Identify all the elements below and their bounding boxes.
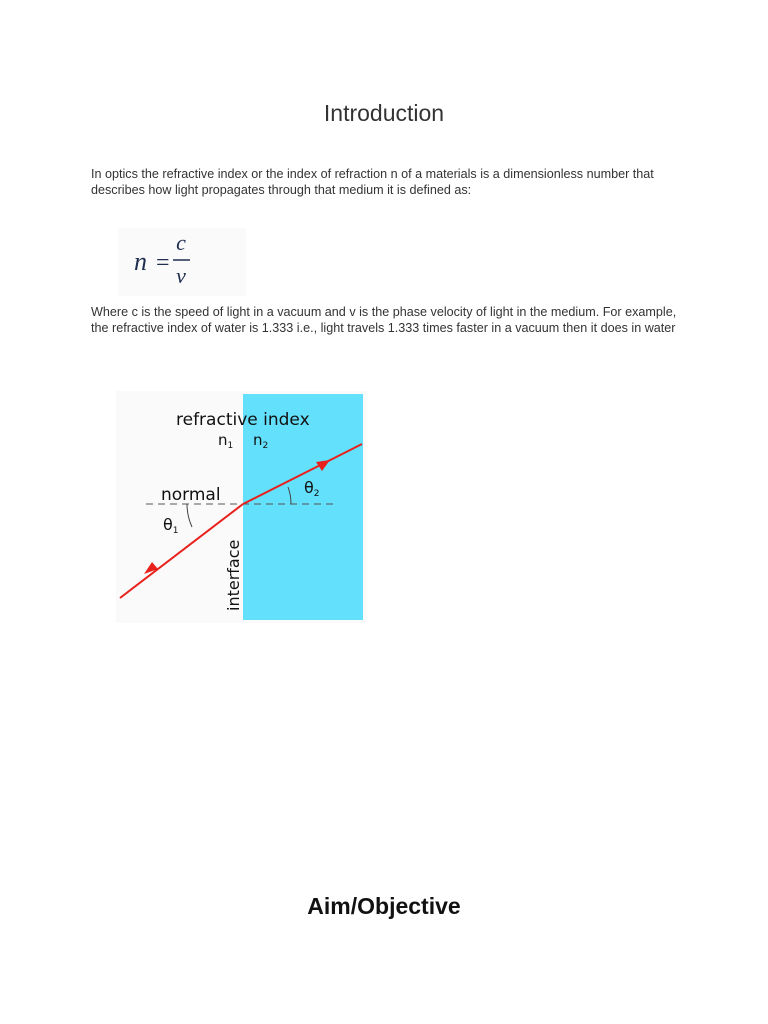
n2-label: $n_2$	[253, 431, 269, 451]
theta1-label: θ1	[163, 515, 179, 536]
formula-lhs: n	[134, 247, 147, 276]
refractive-index-formula	[118, 228, 246, 296]
theta2-label: θ2	[304, 478, 320, 499]
definition-paragraph: Where c is the speed of light in a vacuum and v is the phase velocity of light in the medium. For example, the refractive index of water is 1.333 i.e., light travels 1.333 times faster in a vacuum then it does in water	[91, 305, 677, 335]
formula-graphic	[118, 228, 246, 296]
refraction-diagram	[116, 391, 366, 623]
page-title: Introduction	[323, 100, 445, 126]
intro-paragraph: In optics the refractive index or the index of refraction n of a materials is a dimensionless number that describes how light propagates through that medium it is defined as:	[91, 167, 654, 197]
formula-equals: =	[156, 250, 170, 276]
refraction-diagram-graphic	[116, 391, 366, 623]
n1-label: $n_1$	[218, 431, 234, 451]
interface-label: interface	[224, 539, 243, 611]
section-heading: Aim/Objective	[307, 893, 461, 919]
formula-numerator: c	[176, 230, 186, 255]
refractive-index-title: refractive index	[176, 410, 310, 430]
formula-denominator: v	[176, 263, 186, 288]
normal-label: normal	[161, 485, 221, 505]
